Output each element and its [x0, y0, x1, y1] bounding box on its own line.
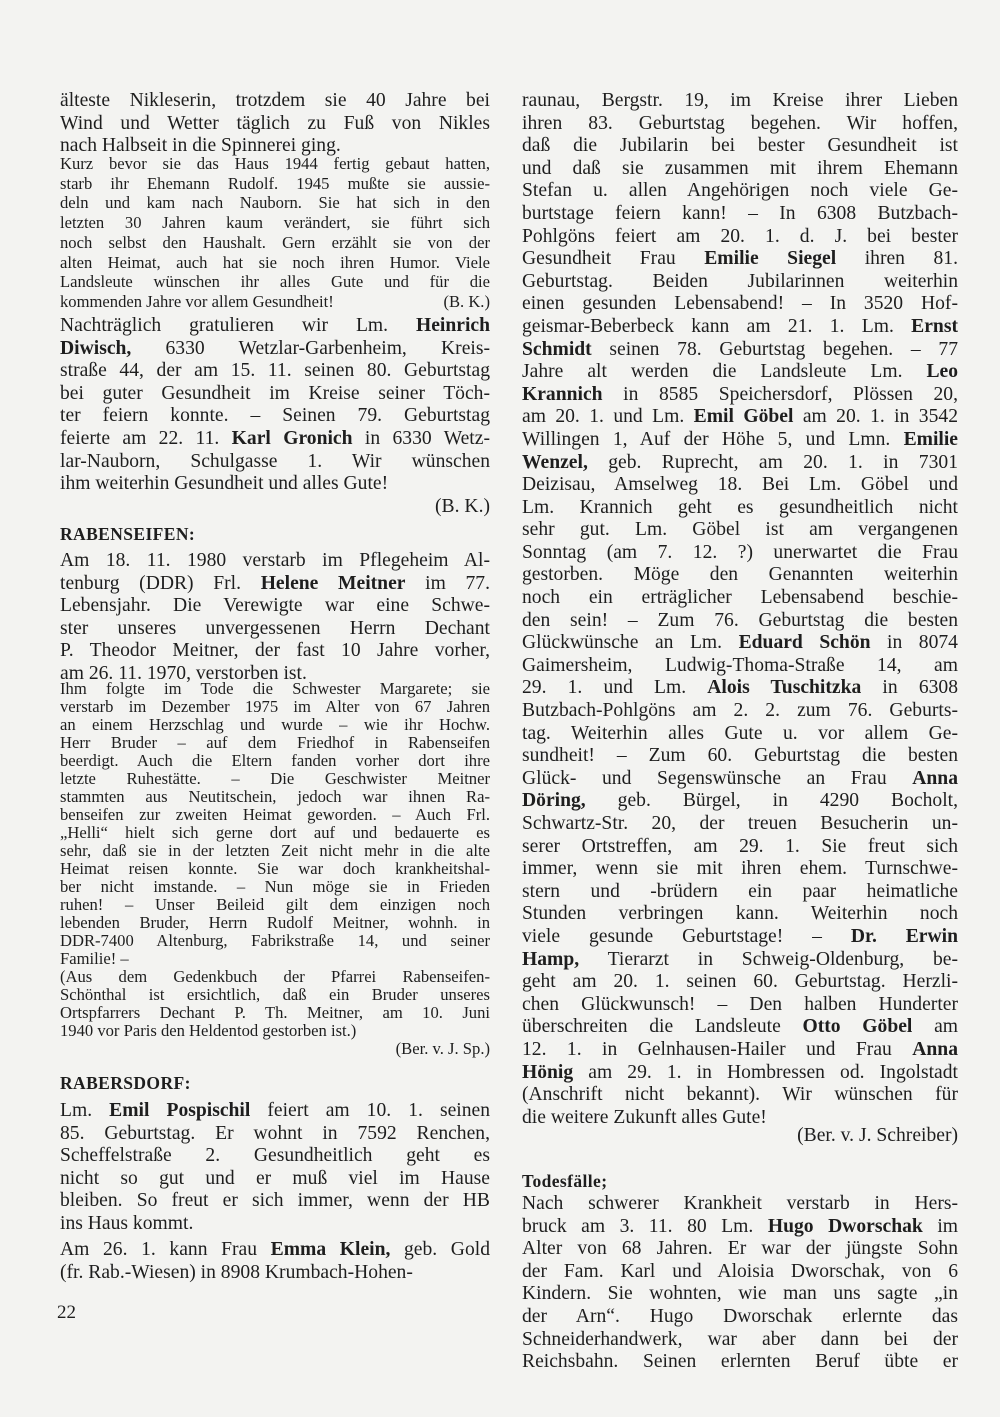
bold-name: Alois Tuschitzka [707, 677, 862, 699]
text-run: kommenden Jahre vor allem Gesundheit! [60, 291, 334, 311]
bold-name: Ernst [911, 315, 958, 337]
text-run: am [912, 1016, 959, 1038]
text-run: bruck am 3. 11. 80 Lm. [522, 1215, 768, 1237]
text-run: seinen 78. Geburtstag begehen. – 77 [591, 338, 958, 360]
text-line [60, 698, 490, 716]
text-run: geht am 20. 1. seinen 60. Geburtstag. Herzli- [522, 971, 958, 993]
text-line [60, 842, 490, 860]
text-run: starb ihr Ehemann Rudolf. 1945 mußte sie aussie- [60, 173, 490, 193]
text-run: und daß sie zusammen mit ihrem Ehemann [522, 157, 958, 179]
bold-name: Hönig [522, 1061, 574, 1083]
bold-name: Wenzel, [522, 451, 588, 473]
text-line [522, 813, 958, 836]
text-line [522, 587, 958, 610]
text-line [60, 573, 490, 596]
text-line [60, 428, 490, 451]
paragraph [60, 90, 490, 158]
text-line [522, 90, 958, 113]
paragraph [60, 1100, 490, 1236]
text-line [522, 1084, 958, 1107]
text-run: straße 44, der am 15. 11. seinen 80. Geburtstag [60, 360, 490, 382]
text-line [522, 1283, 958, 1306]
text-run: bei guter Gesundheit im Kreise seiner Töch- [60, 382, 490, 404]
text-run: letzte Ruhestätte. – Die Geschwister Meitner [60, 769, 490, 788]
text-run: Nach schwerer Krankheit verstarb in Hers- [522, 1193, 958, 1214]
paragraph [60, 154, 490, 312]
text-run: (Ber. v. J. Schreiber) [797, 1125, 958, 1146]
text-line [522, 429, 958, 452]
text-run: stammten aus Neutitschein, jedoch war ihnen Ra- [60, 787, 490, 806]
text-run: RABERSDORF: [60, 1073, 191, 1093]
text-line [522, 1351, 958, 1374]
text-run: deln und kam nach Nauborn. Sie hat sich in den [60, 193, 490, 213]
text-line [522, 1216, 958, 1239]
text-line [60, 383, 490, 406]
text-line [60, 405, 490, 428]
text-run: einen gesunden Lebensabend! – In 3520 Hof- [522, 293, 958, 315]
text-line [60, 788, 490, 806]
text-line [60, 1100, 490, 1123]
text-line [60, 272, 490, 292]
paragraph [60, 968, 490, 1040]
text-run: am 20. 1. in 3542 [793, 406, 958, 428]
bold-name: Krannich [522, 383, 603, 405]
text-run: sehr gut. Lm. Göbel ist am vergangenen [522, 519, 958, 541]
text-line [60, 233, 490, 253]
text-run: 29. 1. und Lm. [522, 677, 708, 699]
text-run: am 29. 1. in Hombressen od. Ingolstadt [573, 1061, 958, 1083]
text-run: geb. Ruprecht, am 20. 1. in 7301 [587, 451, 958, 473]
text-run: Ortspfarrers Dechant P. Th. Meitner, am 10. Juni [60, 1003, 490, 1022]
text-run: überschreiten die Landsleute [522, 1016, 803, 1038]
text-line [522, 271, 958, 294]
text-line [60, 680, 490, 698]
text-line [60, 292, 490, 312]
text-run: serer Ortstreffen, am 29. 1. Sie freut sich [522, 835, 958, 857]
text-run: den sein! – Zum 76. Geburtstag die besten [522, 609, 958, 631]
text-run: Butzbach-Pohlgöns am 2. 2. zum 76. Geburts- [522, 700, 958, 722]
text-run: in 6308 [861, 677, 959, 699]
text-run: 12. 1. in Gelnhausen-Hailer und Frau [522, 1038, 913, 1060]
text-line [522, 1306, 958, 1329]
text-run: ruhen! – Unser Beileid gilt dem einzigen noch [60, 895, 490, 914]
text-line [60, 618, 490, 641]
text-line [60, 360, 490, 383]
text-run: Lebensjahr. Die Verewigte war eine Schwe- [60, 595, 490, 617]
bold-name: Emilie Siegel [704, 248, 837, 270]
text-run: ster unseres unvergessenen Herrn Dechant [60, 617, 490, 639]
text-run: ter feiern konnte. – Seinen 79. Geburtstag [60, 405, 490, 427]
text-run: gestorben. Möge den Genannten weiterhin [522, 564, 958, 586]
text-line [60, 315, 490, 338]
text-line [60, 1213, 490, 1236]
text-run: älteste Nikleserin, trotzdem sie 40 Jahre bei [60, 90, 490, 111]
section-heading [60, 1072, 490, 1094]
text-line [522, 248, 958, 271]
bold-name: Schmidt [522, 338, 592, 360]
text-run: tenburg (DDR) Frl. [60, 572, 261, 594]
text-run: (Ber. v. J. Sp.) [395, 1039, 490, 1058]
text-run: lebenden Bruder, Herrn Rudolf Meitner, wohnh. in [60, 913, 490, 932]
paragraph [60, 1239, 490, 1284]
bold-name: Heinrich [415, 315, 490, 336]
text-run: Tierarzt in Schweig-Oldenburg, be- [579, 948, 958, 970]
text-line [60, 1022, 490, 1040]
text-line [522, 1193, 958, 1216]
text-line [522, 994, 958, 1017]
text-run: am 20. 1. und Lm. [522, 406, 694, 428]
text-line [522, 903, 958, 926]
author-signature [60, 496, 490, 519]
text-run: benseifen zur zweiten Heimat geworden. – Auch Frl. [60, 805, 490, 824]
text-line [522, 677, 958, 700]
text-line [60, 1145, 490, 1168]
text-line [522, 497, 958, 520]
text-line [60, 1168, 490, 1191]
text-line [60, 473, 490, 496]
text-line [60, 1190, 490, 1213]
text-run: Scheffelstraße 2. Gesundheitlich geht es [60, 1145, 490, 1167]
text-line [60, 451, 490, 474]
text-run: (Aus dem Gedenkbuch der Pfarrei Rabenseifen- [60, 967, 490, 986]
text-run: beerdigt. Auch die Eltern fanden vorher dort ihre [60, 751, 490, 770]
text-line [60, 550, 490, 573]
text-line [60, 1239, 490, 1262]
text-run: noch selbst den Haushalt. Gern erzählt sie von der [60, 232, 490, 252]
text-line [60, 1040, 490, 1058]
bold-name: Karl Gronich [231, 427, 353, 449]
text-run: Alter von 68 Jahren. Er war der jüngste Sohn [522, 1238, 958, 1260]
text-run: Stefan u. allen Angehörigen noch viele Ge- [522, 180, 958, 202]
text-line [60, 1123, 490, 1146]
text-run: Schönthal ist ersichtlich, daß ein Bruder unseres [60, 985, 490, 1004]
text-run: Reichsbahn. Seinen erlernten Beruf übte er [522, 1351, 958, 1373]
text-run: ihm weiterhin Gesundheit und alles Gute! [60, 473, 389, 495]
text-run: Glückwünsche an Lm. [522, 632, 739, 654]
text-run: ber nicht imstande. – Nun möge sie in Frieden [60, 877, 490, 896]
text-run: noch ein erträglicher Lebensabend beschie- [522, 587, 958, 609]
text-line [522, 971, 958, 994]
text-run: ihren 81. [836, 248, 958, 270]
text-line [522, 723, 958, 746]
text-run: RABENSEIFEN: [60, 524, 196, 544]
text-line [522, 564, 958, 587]
text-run: tag. Weiterhin alles Gute u. vor allem Ge- [522, 722, 958, 744]
text-run: Stunden verbringen kann. Weiterhin noch [522, 903, 958, 925]
text-run: sundheit! – Zum 60. Geburtstag die besten [522, 745, 958, 767]
text-line [522, 1016, 958, 1039]
text-line [60, 932, 490, 950]
text-line [522, 542, 958, 565]
text-line [522, 1125, 958, 1148]
section-heading [522, 1170, 958, 1192]
text-line [60, 338, 490, 361]
text-line [60, 154, 490, 174]
text-line [60, 253, 490, 273]
text-line [60, 806, 490, 824]
text-line [522, 519, 958, 542]
bold-name: Hugo Dworschak [767, 1215, 923, 1237]
text-run: Gesundheit Frau [522, 248, 705, 270]
text-run: Sonntag (am 7. 12. ?) unerwartet die Frau [522, 541, 958, 563]
text-line [60, 770, 490, 788]
text-line [522, 1261, 958, 1284]
text-line [60, 950, 490, 968]
text-run: sehr, daß sie in der letzten Zeit nicht mehr in die alte [60, 841, 490, 860]
text-line [60, 752, 490, 770]
text-run: P. Theodor Meitner, der fast 10 Jahre vorher, [60, 640, 490, 662]
text-line [522, 293, 958, 316]
bold-name: Eduard Schön [738, 632, 871, 654]
bold-name: Dr. Erwin [850, 925, 958, 947]
text-run: der Arn“. Hugo Dworschak erlernte das [522, 1305, 958, 1327]
text-run: Geburtstag. Beiden Jubilarinnen weiterhin [522, 270, 958, 292]
text-line [60, 968, 490, 986]
text-line [522, 790, 958, 813]
text-line [522, 1329, 958, 1352]
bold-name: Otto Göbel [802, 1016, 913, 1038]
text-run: Schneiderhandwerk, war aber dann bei der [522, 1328, 958, 1350]
text-run: „Helli“ hielt sich gerne dort auf und bedauerte es [60, 823, 490, 842]
paragraph [522, 90, 958, 1129]
bold-name: Döring, [522, 790, 586, 812]
text-run: nicht so gut und er muß viel im Hause [60, 1167, 490, 1189]
text-line [522, 113, 958, 136]
text-run: Am 18. 11. 1980 verstarb im Pflegeheim Al- [60, 550, 490, 571]
text-run: Lm. Krannich geht es gesundheitlich nicht [522, 496, 958, 518]
bold-name: Emma Klein, [270, 1239, 391, 1260]
text-run: am 26. 11. 1970, verstorben ist. [60, 662, 307, 684]
text-line [522, 406, 958, 429]
bold-name: Leo [926, 361, 958, 383]
text-run: Familie! – [60, 949, 129, 968]
text-run: bleiben. So freut er sich immer, wenn der HB [60, 1190, 490, 1212]
text-run: ins Haus kommt. [60, 1212, 194, 1234]
text-run: Nachträglich gratulieren wir Lm. [60, 315, 416, 336]
text-line [60, 523, 490, 545]
text-run: daß die Jubilarin bei bester Gesundheit ist [522, 135, 958, 157]
text-line [522, 1238, 958, 1261]
text-run: (fr. Rab.-Wiesen) in 8908 Krumbach-Hohen- [60, 1261, 413, 1283]
text-run: feierte am 22. 11. [60, 427, 232, 449]
text-run: stern und -brüdern ein paar heimatliche [522, 880, 958, 902]
bold-name: Anna [912, 1038, 958, 1060]
text-run: Todesfälle; [522, 1171, 608, 1191]
text-line [60, 1072, 490, 1094]
text-line [522, 655, 958, 678]
text-run: (Anschrift nicht bekannt). Wir wünschen für [522, 1084, 958, 1106]
bold-name: Emil Göbel [693, 406, 794, 428]
text-line [60, 986, 490, 1004]
text-line [60, 1004, 490, 1022]
paragraph [60, 680, 490, 968]
section-heading [60, 523, 490, 545]
text-run: letzten 30 Jahren kaum verändert, sie führt sich [60, 213, 490, 233]
text-run: Deizisau, Amselweg 18. Bei Lm. Göbel und [522, 474, 958, 496]
text-run: Schwartz-Str. 20, der treuen Besucherin un- [522, 813, 958, 834]
text-run: raunau, Bergstr. 19, im Kreise ihrer Lieben [522, 90, 958, 111]
text-run: alten Heimat, auch hat sie noch ihren Humor. Viele [60, 252, 490, 272]
text-line [522, 158, 958, 181]
text-line [60, 824, 490, 842]
text-line [522, 836, 958, 859]
text-run: 6330 Wetzlar-Garbenheim, Kreis- [131, 337, 490, 359]
text-line [60, 860, 490, 878]
text-run: ihren 83. Geburtstag begehen. Wir hoffen, [522, 112, 958, 134]
text-line [522, 203, 958, 226]
text-run: Heimat reisen konnte. Sie war doch krankheitshal- [60, 859, 490, 878]
text-run: chen Glückwunsch! – Den halben Hunderter [522, 993, 958, 1015]
text-line [60, 595, 490, 618]
text-line [522, 949, 958, 972]
text-line [522, 745, 958, 768]
text-line [522, 474, 958, 497]
paragraph [60, 315, 490, 496]
text-line [522, 226, 958, 249]
text-run: immer, wenn sie mit ihren ehem. Turnschwe- [522, 858, 958, 880]
bold-name: Hamp, [522, 948, 580, 970]
text-run: die weitere Zukunft alles Gute! [522, 1106, 767, 1128]
text-run: Willingen 1, Auf der Höhe 5, und Lmn. [522, 428, 904, 450]
text-line [60, 174, 490, 194]
text-line [522, 881, 958, 904]
text-line [60, 193, 490, 213]
text-run: Jahre alt werden die Landsleute Lm. [522, 361, 927, 383]
text-line [522, 610, 958, 633]
bold-name: Emil Pospischil [109, 1100, 251, 1121]
bold-name: Emilie [903, 428, 958, 450]
text-run: Am 26. 1. kann Frau [60, 1239, 271, 1260]
author-signature: (B. K.) [443, 291, 490, 311]
text-line [60, 734, 490, 752]
text-run: viele gesunde Geburtstage! – [522, 925, 851, 947]
text-run: DDR-7400 Altenburg, Fabrikstraße 14, und seiner [60, 931, 490, 950]
text-run: verstarb im Dezember 1975 im Alter von 67 Jahren [60, 697, 490, 716]
text-run: in 6330 Wetz- [352, 427, 490, 449]
text-line [522, 632, 958, 655]
text-run: im [922, 1215, 958, 1237]
bold-name: Helene Meitner [260, 572, 406, 594]
text-line [522, 926, 958, 949]
text-line [522, 339, 958, 362]
text-run: Glück- und Segenswünsche an Frau [522, 767, 913, 789]
text-line [522, 180, 958, 203]
text-line [522, 1170, 958, 1192]
text-line [60, 716, 490, 734]
text-run: Ihm folgte im Tode die Schwester Margarete; sie [60, 679, 490, 698]
text-run: Pohlgöns feiert am 20. 1. d. J. bei bester [522, 225, 958, 247]
text-run: Lm. [60, 1100, 110, 1121]
text-line [522, 768, 958, 791]
text-run: an einem Herzschlag und wurde – wie ihr Hochw. [60, 715, 490, 734]
text-line [60, 113, 490, 136]
author-signature [522, 1125, 958, 1148]
text-run: feiert am 10. 1. seinen [250, 1100, 490, 1121]
page-number: 22 [57, 1302, 76, 1323]
text-run: 85. Geburtstag. Er wohnt in 7592 Renchen, [60, 1122, 490, 1144]
text-run: der Fam. Karl und Aloisia Dworschak, von 6 [522, 1260, 958, 1282]
author-signature [60, 1040, 490, 1058]
text-line [60, 896, 490, 914]
text-line [522, 858, 958, 881]
text-line [522, 316, 958, 339]
bold-name: Diwisch, [60, 337, 132, 359]
text-run: in 8585 Speichersdorf, Plössen 20, [602, 383, 958, 405]
text-run: Herr Bruder – auf dem Friedhof in Rabenseifen [60, 733, 490, 752]
text-line [60, 914, 490, 932]
text-run: nach Halbseit in die Spinnerei ging. [60, 135, 341, 157]
text-line [522, 700, 958, 723]
text-run: geismar-Beberbeck kann am 21. 1. Lm. [522, 315, 912, 337]
text-run: geb. Gold [390, 1239, 490, 1260]
text-line [522, 135, 958, 158]
paragraph [60, 550, 490, 686]
text-line [60, 496, 490, 519]
text-run: Kindern. Sie wohnten, wie man uns sagte „in [522, 1283, 958, 1305]
bold-name: Anna [912, 767, 958, 789]
text-run: in 8074 [870, 632, 958, 654]
text-line [60, 213, 490, 233]
text-run: geb. Bürgel, in 4290 Bocholt, [585, 790, 958, 812]
text-line [60, 640, 490, 663]
text-run: im 77. [405, 572, 490, 594]
paragraph [522, 1193, 958, 1374]
text-line [60, 878, 490, 896]
text-run: lar-Nauborn, Schulgasse 1. Wir wünschen [60, 450, 490, 472]
text-line [60, 1262, 490, 1285]
text-line [522, 452, 958, 475]
text-run: Wind und Wetter täglich zu Fuß von Nikles [60, 112, 490, 134]
text-line [522, 384, 958, 407]
text-run: 1940 vor Paris den Heldentod gestorben ist.) [60, 1021, 357, 1040]
text-run: Kurz bevor sie das Haus 1944 fertig gebaut hatten, [60, 154, 490, 173]
text-line [522, 1062, 958, 1085]
text-line [60, 90, 490, 113]
text-run: Gaimersheim, Ludwig-Thoma-Straße 14, am [522, 654, 958, 676]
text-line [522, 361, 958, 384]
text-run: Landsleute wünschen ihr alles Gute und für die [60, 272, 490, 292]
text-line [522, 1039, 958, 1062]
text-run: (B. K.) [435, 496, 490, 517]
text-run: burtstage feiern kann! – In 6308 Butzbach- [522, 202, 958, 224]
